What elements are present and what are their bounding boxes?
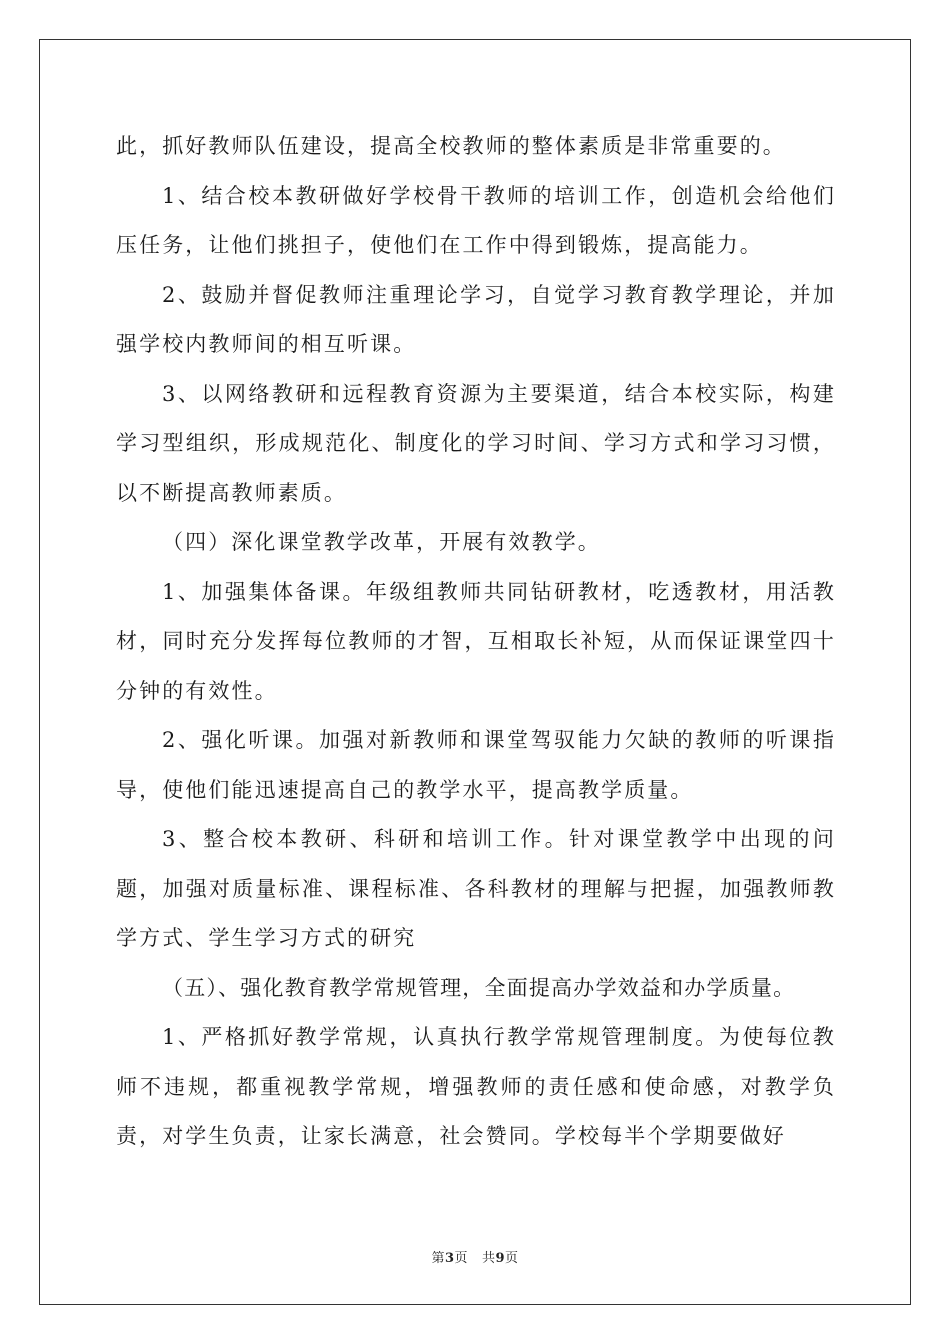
page-suffix: 页	[454, 1251, 469, 1266]
paragraph: 1、结合校本教研做好学校骨干教师的培训工作，创造机会给他们压任务，让他们挑担子，使他们在工作中得到锻炼，提高能力。	[116, 183, 836, 257]
total-prefix: 共	[481, 1251, 496, 1266]
section-heading: （四）深化课堂教学改革，开展有效教学。	[162, 530, 601, 554]
paragraph-continuation: 此，抓好教师队伍建设，提高全校教师的整体素质是非常重要的。	[116, 134, 786, 158]
section-heading: （五）、强化教育教学常规管理，全面提高办学效益和办学质量。	[162, 975, 796, 1000]
total-suffix: 页	[505, 1251, 519, 1266]
paragraph: 1、加强集体备课。年级组教师共同钻研教材，吃透教材，用活教材，同时充分发挥每位教师的才智，互相取长补短，从而保证课堂四十分钟的有效性。	[116, 579, 836, 703]
paragraph: 2、鼓励并督促教师注重理论学习，自觉学习教育教学理论，并加强学校内教师间的相互听课。	[116, 282, 836, 356]
total-pages: 9	[495, 1251, 506, 1266]
paragraph: 1、严格抓好教学常规，认真执行教学常规管理制度。为使每位教师不违规，都重视教学常规，增强教师的责任感和使命感，对教学负责，对学生负责，让家长满意，社会赞同。学校每半个学期要做好	[116, 1025, 836, 1148]
page-prefix: 第	[431, 1251, 445, 1266]
paragraph: 3、以网络教研和远程教育资源为主要渠道，结合本校实际，构建学习型组织，形成规范化、制度化的学习时间、学习方式和学习习惯，以不断提高教师素质。	[116, 381, 836, 505]
page-number: 3	[444, 1251, 455, 1266]
document-body	[116, 122, 836, 1162]
page-footer	[0, 1247, 950, 1266]
paragraph: 2、强化听课。加强对新教师和课堂驾驭能力欠缺的教师的听课指导，使他们能迅速提高自己的教学水平，提高教学质量。	[116, 728, 836, 802]
paragraph: 3、整合校本教研、科研和培训工作。针对课堂教学中出现的问题，加强对质量标准、课程标准、各科教材的理解与把握，加强教师教学方式、学生学习方式的研究	[116, 827, 836, 950]
